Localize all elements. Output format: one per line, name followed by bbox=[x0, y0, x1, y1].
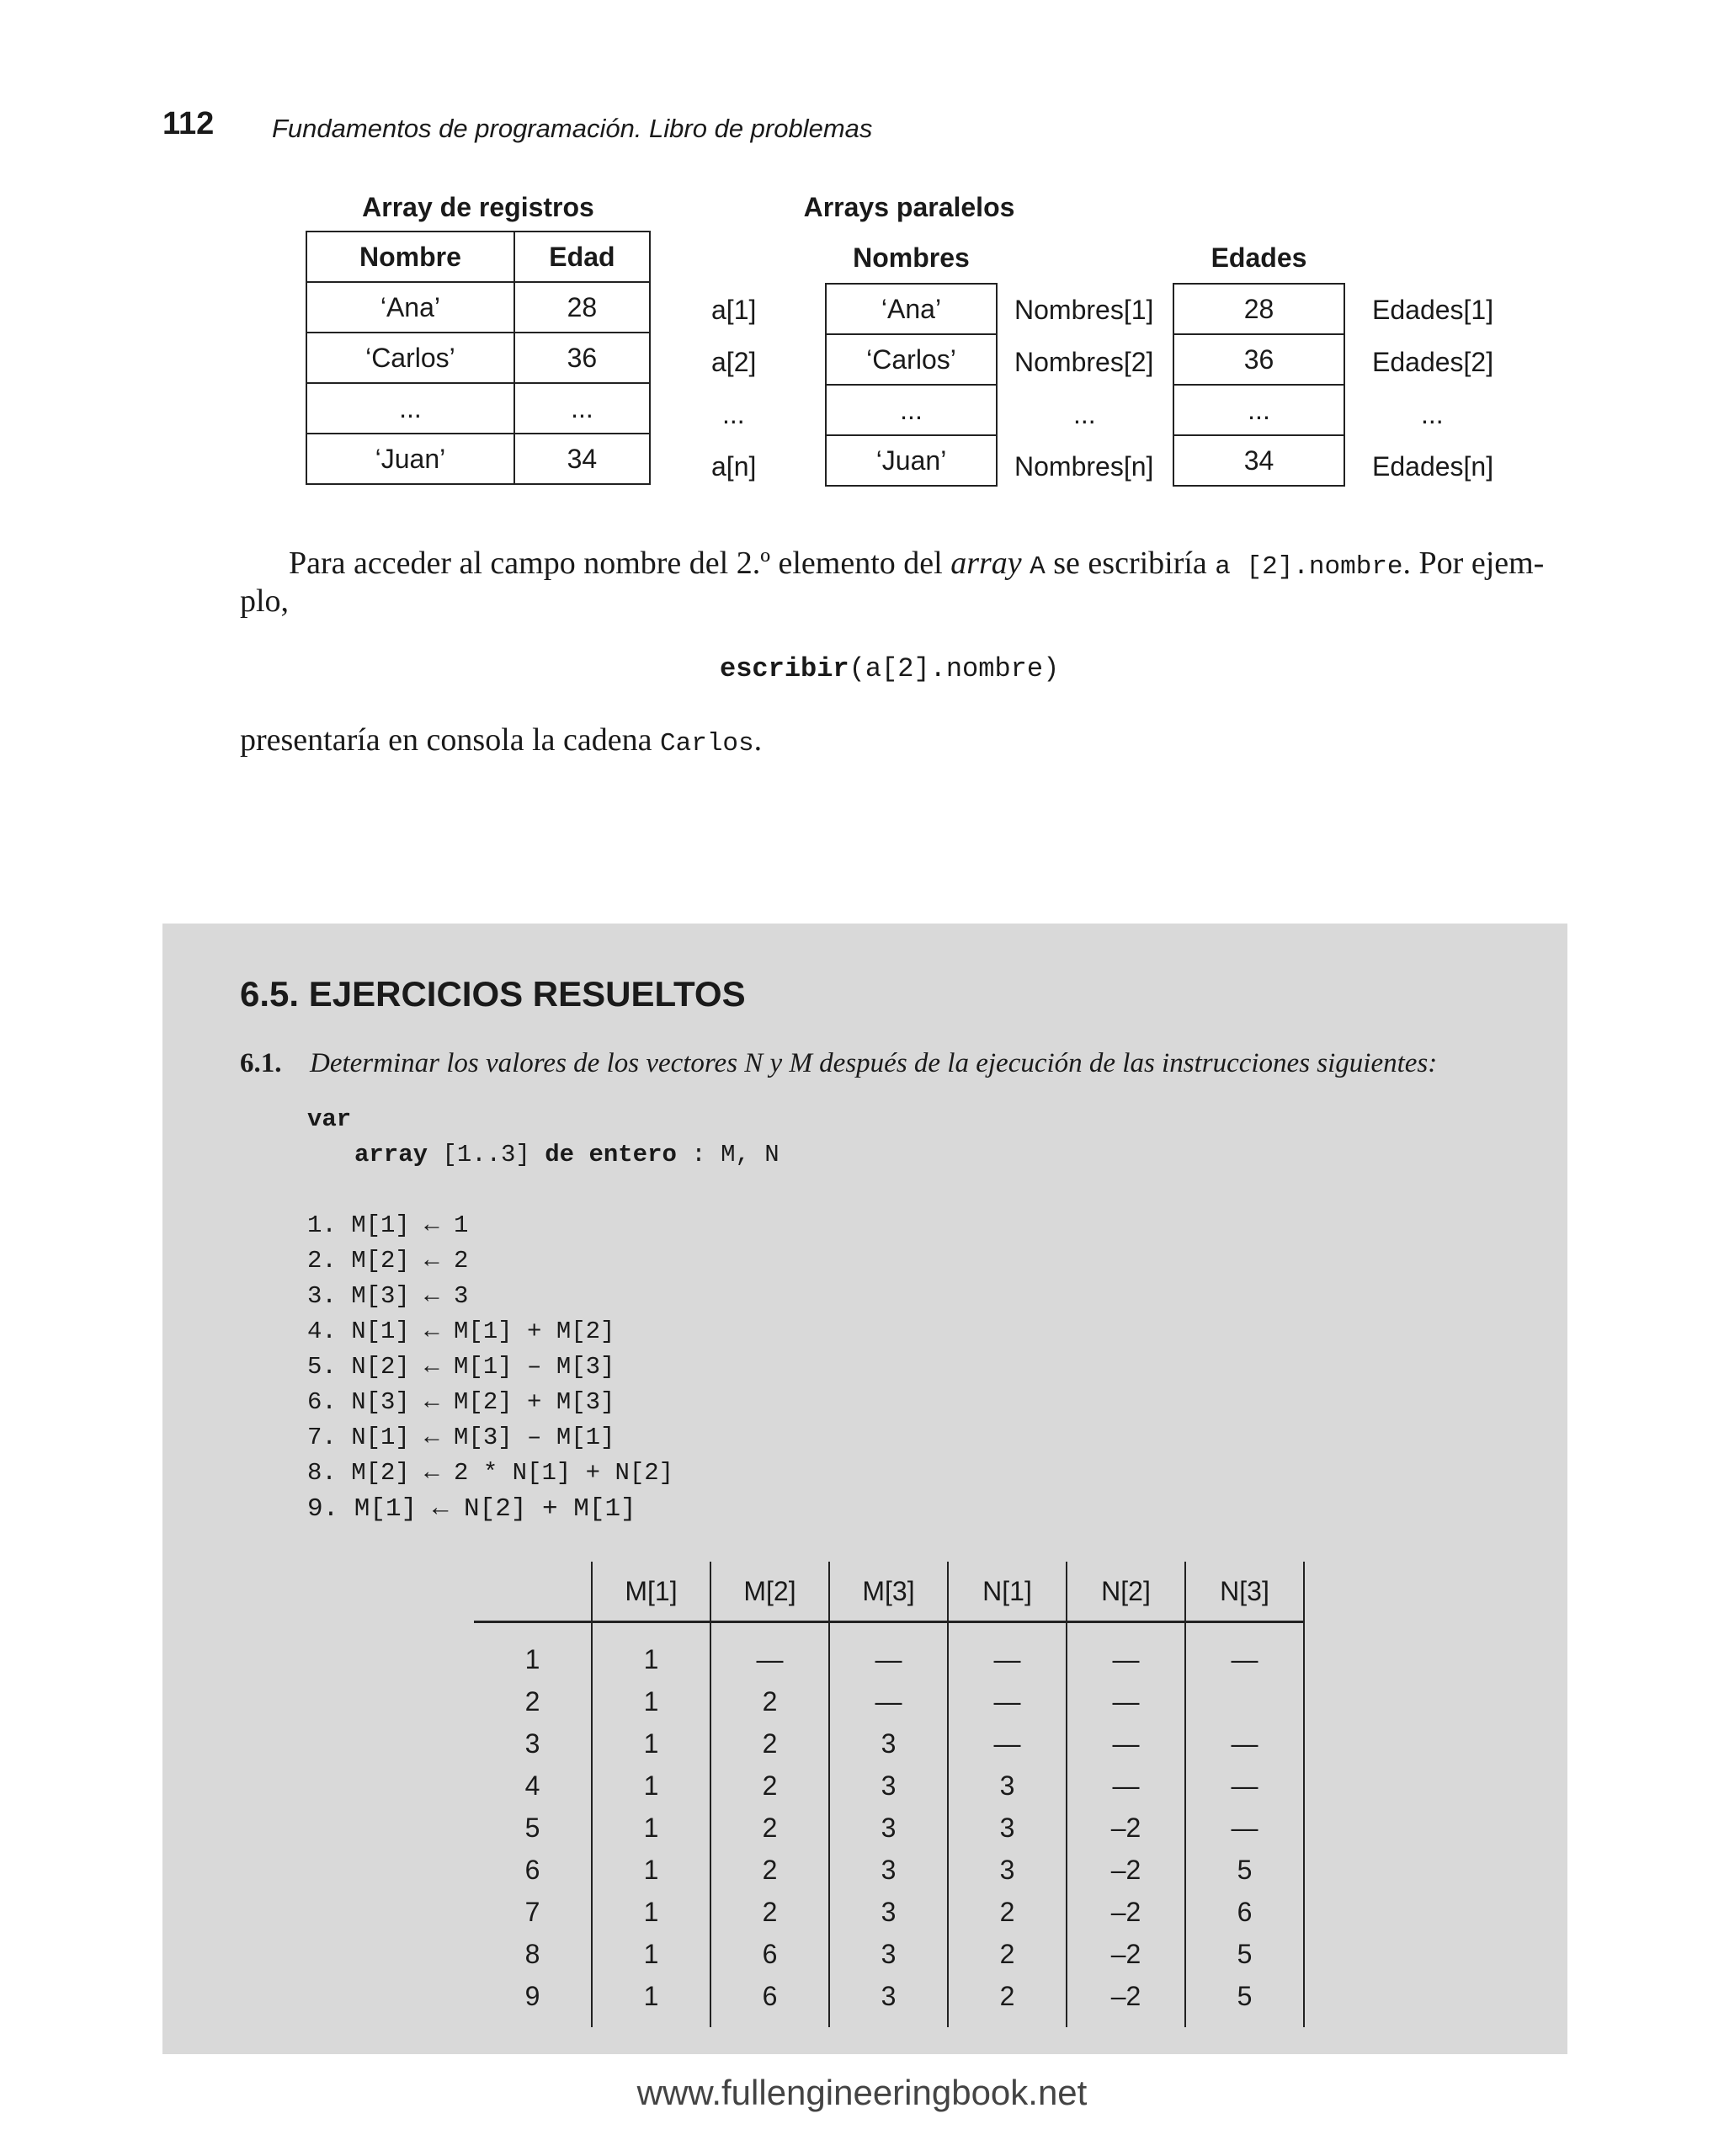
edades-header: Edades bbox=[1211, 242, 1307, 273]
results-header: N[3] bbox=[1185, 1562, 1304, 1622]
code-line: 2. M[2] ← 2 bbox=[307, 1247, 469, 1275]
table-cell: 1 bbox=[592, 1891, 710, 1933]
records-cell: ‘Ana’ bbox=[306, 282, 514, 333]
table-cell: — bbox=[1185, 1722, 1304, 1765]
code-example bbox=[720, 653, 1059, 684]
code-keyword: var bbox=[307, 1105, 352, 1133]
records-cell: ‘Juan’ bbox=[306, 434, 514, 484]
records-cell: ‘Carlos’ bbox=[306, 333, 514, 383]
edades-table bbox=[1173, 283, 1345, 487]
code-keyword: array bbox=[354, 1141, 428, 1168]
footer-url: www.fullengineeringbook.net bbox=[636, 2073, 1088, 2112]
table-row bbox=[474, 1933, 1304, 1975]
code-keyword: de entero bbox=[545, 1141, 677, 1168]
table-cell: –2 bbox=[1067, 1891, 1185, 1933]
index-label: a[2] bbox=[711, 347, 757, 377]
table-cell: 6 bbox=[710, 1975, 829, 2027]
edades-cell: 34 bbox=[1173, 435, 1344, 486]
nombres-cell: ‘Carlos’ bbox=[826, 334, 997, 385]
text-run: presentaría en consola la cadena bbox=[240, 722, 661, 758]
text-run-italic: array bbox=[950, 546, 1022, 581]
code-declaration bbox=[354, 1141, 780, 1168]
code-line: 8. M[2] ← 2 * N[1] + N[2] bbox=[307, 1459, 674, 1487]
results-header: M[2] bbox=[710, 1562, 829, 1622]
row-number: 6 bbox=[524, 1854, 540, 1885]
table-cell: 2 bbox=[710, 1722, 829, 1765]
code-keyword: escribir bbox=[720, 653, 849, 684]
code-line: 5. N[2] ← M[1] – M[3] bbox=[307, 1353, 615, 1381]
table-cell: 2 bbox=[948, 1933, 1067, 1975]
records-header-edad: Edad bbox=[514, 232, 650, 282]
nombres-table bbox=[825, 283, 998, 487]
results-header: N[2] bbox=[1067, 1562, 1185, 1622]
code-line: 9. M[1] ← N[2] + M[1] bbox=[307, 1494, 636, 1524]
table-cell: — bbox=[1067, 1765, 1185, 1807]
edades-cell: 28 bbox=[1173, 284, 1344, 334]
table-row bbox=[474, 1765, 1304, 1807]
edades-label: Edades[1] bbox=[1372, 295, 1494, 325]
row-number: 2 bbox=[524, 1685, 540, 1717]
exercise-statement: Determinar los valores de los vectores N y M después de la ejecución de las instrucciones siguientes: bbox=[310, 1048, 1438, 1078]
index-label: ... bbox=[722, 399, 745, 429]
nombres-cell: ... bbox=[826, 385, 997, 435]
index-label: a[n] bbox=[711, 451, 757, 482]
results-corner bbox=[474, 1562, 592, 1622]
nombres-header: Nombres bbox=[853, 242, 970, 273]
table-cell: 2 bbox=[710, 1807, 829, 1849]
edades-cell: ... bbox=[1173, 385, 1344, 435]
table-cell: 2 bbox=[710, 1765, 829, 1807]
table-cell: 3 bbox=[829, 1891, 948, 1933]
nombres-label: ... bbox=[1073, 399, 1096, 429]
table-cell: 2 bbox=[710, 1849, 829, 1891]
table-cell: 6 bbox=[710, 1933, 829, 1975]
table-cell: –2 bbox=[1067, 1975, 1185, 2027]
text-run: se escribiría bbox=[1045, 546, 1216, 581]
row-number: 9 bbox=[524, 1980, 540, 2011]
paragraph-line bbox=[240, 718, 762, 766]
paragraph-line: plo, bbox=[240, 583, 290, 619]
table-cell: 1 bbox=[592, 1722, 710, 1765]
code-line: 6. N[3] ← M[2] + M[3] bbox=[307, 1388, 615, 1416]
records-cell: ... bbox=[514, 383, 650, 434]
code-var bbox=[307, 1105, 351, 1133]
table-cell: — bbox=[948, 1722, 1067, 1765]
code-line: 3. M[3] ← 3 bbox=[307, 1282, 469, 1310]
table-cell: 6 bbox=[1185, 1891, 1304, 1933]
index-label: a[1] bbox=[711, 295, 757, 325]
results-header: M[3] bbox=[829, 1562, 948, 1622]
row-number: 4 bbox=[524, 1770, 540, 1801]
table-cell: 5 bbox=[1185, 1933, 1304, 1975]
table-cell: 3 bbox=[829, 1722, 948, 1765]
code-line: 4. N[1] ← M[1] + M[2] bbox=[307, 1318, 615, 1345]
table-row bbox=[474, 1807, 1304, 1849]
records-cell: 28 bbox=[514, 282, 650, 333]
table-cell: –2 bbox=[1067, 1933, 1185, 1975]
table-cell: 1 bbox=[592, 1765, 710, 1807]
paragraph-line bbox=[289, 541, 1568, 589]
table-cell: — bbox=[1067, 1722, 1185, 1765]
code-run: a [2].nombre bbox=[1215, 552, 1403, 582]
table-cell: 3 bbox=[829, 1933, 948, 1975]
text-run: Para acceder al campo nombre del 2.º elemento del bbox=[289, 546, 951, 581]
table-cell: 1 bbox=[592, 1622, 710, 1681]
table-cell bbox=[1185, 1680, 1304, 1722]
arrays-paralelos-caption: Arrays paralelos bbox=[803, 192, 1015, 222]
nombres-cell: ‘Ana’ bbox=[826, 284, 997, 334]
table-cell: 3 bbox=[948, 1765, 1067, 1807]
table-cell: 3 bbox=[829, 1807, 948, 1849]
table-row bbox=[474, 1680, 1304, 1722]
table-cell: — bbox=[948, 1680, 1067, 1722]
array-de-registros-caption: Array de registros bbox=[362, 192, 594, 222]
table-cell: –2 bbox=[1067, 1849, 1185, 1891]
code-line: 1. M[1] ← 1 bbox=[307, 1211, 469, 1239]
code-run: A bbox=[1030, 552, 1046, 582]
table-cell: — bbox=[829, 1622, 948, 1681]
records-table bbox=[306, 231, 651, 485]
nombres-label: Nombres[n] bbox=[1014, 451, 1154, 482]
table-cell: 3 bbox=[829, 1975, 948, 2027]
table-row bbox=[474, 1722, 1304, 1765]
records-cell: 34 bbox=[514, 434, 650, 484]
table-cell: 3 bbox=[948, 1849, 1067, 1891]
text-run: . bbox=[753, 722, 763, 758]
row-number: 3 bbox=[524, 1727, 540, 1759]
table-cell: — bbox=[1185, 1765, 1304, 1807]
edades-label: ... bbox=[1421, 399, 1444, 429]
code-text: [1..3] bbox=[428, 1141, 545, 1168]
table-cell: — bbox=[710, 1622, 829, 1681]
table-cell: 3 bbox=[829, 1849, 948, 1891]
code-line: 7. N[1] ← M[3] – M[1] bbox=[307, 1424, 615, 1451]
table-cell: — bbox=[829, 1680, 948, 1722]
code-rest: (a[2].nombre) bbox=[849, 653, 1060, 684]
running-title: Fundamentos de programación. Libro de problemas bbox=[272, 114, 873, 143]
text-run: . Por ejem- bbox=[1402, 546, 1545, 581]
table-cell: 1 bbox=[592, 1975, 710, 2027]
results-header: M[1] bbox=[592, 1562, 710, 1622]
table-cell: 1 bbox=[592, 1849, 710, 1891]
table-cell: –2 bbox=[1067, 1807, 1185, 1849]
table-cell: — bbox=[948, 1622, 1067, 1681]
table-cell: 2 bbox=[710, 1891, 829, 1933]
nombres-label: Nombres[1] bbox=[1014, 295, 1154, 325]
results-table bbox=[474, 1562, 1305, 2027]
nombres-cell: ‘Juan’ bbox=[826, 435, 997, 486]
table-cell: 2 bbox=[948, 1891, 1067, 1933]
table-row bbox=[474, 1622, 1304, 1681]
table-row bbox=[474, 1975, 1304, 2027]
edades-cell: 36 bbox=[1173, 334, 1344, 385]
table-cell: — bbox=[1067, 1622, 1185, 1681]
table-cell: 5 bbox=[1185, 1975, 1304, 2027]
row-number: 1 bbox=[524, 1643, 540, 1674]
page-number: 112 bbox=[162, 106, 215, 141]
code-text: : M, N bbox=[676, 1141, 780, 1168]
edades-label: Edades[n] bbox=[1372, 451, 1494, 482]
table-cell: 1 bbox=[592, 1680, 710, 1722]
records-header-nombre: Nombre bbox=[306, 232, 514, 282]
table-cell: 3 bbox=[948, 1807, 1067, 1849]
records-cell: 36 bbox=[514, 333, 650, 383]
row-number: 8 bbox=[524, 1938, 540, 1969]
section-title: 6.5. EJERCICIOS RESUELTOS bbox=[240, 974, 746, 1014]
table-cell: — bbox=[1185, 1807, 1304, 1849]
exercise-number: 6.1. bbox=[240, 1048, 282, 1078]
table-cell: 5 bbox=[1185, 1849, 1304, 1891]
row-number: 7 bbox=[524, 1896, 540, 1927]
table-row bbox=[474, 1849, 1304, 1891]
results-header: N[1] bbox=[948, 1562, 1067, 1622]
table-cell: 2 bbox=[948, 1975, 1067, 2027]
code-run: Carlos bbox=[660, 729, 754, 759]
table-cell: — bbox=[1067, 1680, 1185, 1722]
table-cell: 1 bbox=[592, 1933, 710, 1975]
row-number: 5 bbox=[524, 1812, 540, 1843]
table-cell: — bbox=[1185, 1622, 1304, 1681]
nombres-label: Nombres[2] bbox=[1014, 347, 1154, 377]
edades-label: Edades[2] bbox=[1372, 347, 1494, 377]
table-cell: 1 bbox=[592, 1807, 710, 1849]
table-cell: 3 bbox=[829, 1765, 948, 1807]
records-cell: ... bbox=[306, 383, 514, 434]
table-cell: 2 bbox=[710, 1680, 829, 1722]
table-row bbox=[474, 1891, 1304, 1933]
